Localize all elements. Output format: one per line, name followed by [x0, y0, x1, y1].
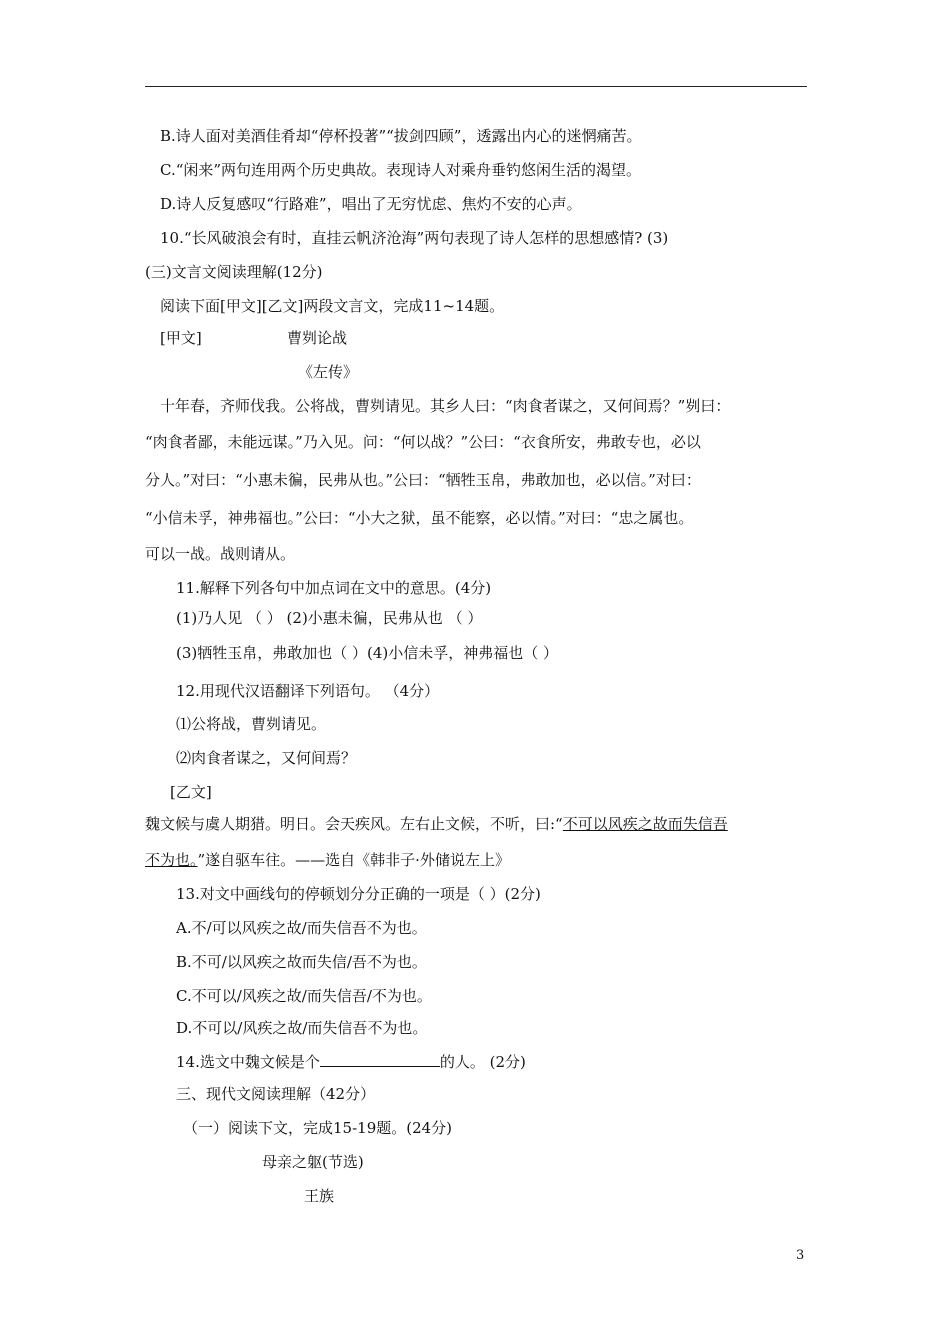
underlined-sentence-part-2: 不为也。 [145, 851, 198, 869]
question-13-option-c: C.不可以/风疾之故/而失信吾/不为也。 [176, 987, 432, 1005]
question-11: 11.解释下列各句中加点词在文中的意思。(4分) [176, 579, 492, 597]
passage-a-line-2: “肉食者鄙，未能远谋。”乃入见。问：“何以战？”公曰：“衣食所安，弗敢专也，必以 [145, 433, 701, 451]
passage-a-line-5: 可以一战。战则请从。 [145, 545, 296, 563]
text-a-label: [甲文] [160, 329, 202, 347]
underlined-sentence-part-1: 不可以风疾之故而失信吾 [562, 815, 728, 833]
text-b-label: [乙文] [170, 783, 212, 801]
reading-instruction-2: （一）阅读下文，完成15-19题。(24分) [183, 1119, 453, 1137]
question-12: 12.用现代汉语翻译下列语句。 （4分） [176, 682, 440, 700]
question-13-option-a: A.不/可以风疾之故/而失信吾不为也。 [176, 919, 427, 937]
passage-a-line-3: 分人。”对曰：“小惠未徧，民弗从也。”公曰：“牺牲玉帛，弗敢加也，必以信。”对曰： [145, 471, 701, 489]
question-14 [176, 1052, 526, 1072]
passage-a-line-4: “小信未孚，神弗福也。”公曰：“小大之狱，虽不能察，必以情。”对曰：“忠之属也。 [145, 509, 694, 527]
passage-b-source: ”遂自驱车往。——选自《韩非子·外储说左上》 [197, 851, 510, 869]
reading-instruction: 阅读下面[甲文][乙文]两段文言文，完成11~14题。 [160, 297, 505, 315]
option-c: C.“闲来”两句连用两个历史典故。表现诗人对乘舟垂钓悠闲生活的渴望。 [160, 161, 642, 179]
question-14-prefix: 14.选文中魏文候是个 [176, 1053, 320, 1071]
passage-b-text: 魏文候与虞人期猎。明日。会天疾风。左右止文候，不听，曰:“ [145, 815, 563, 833]
option-d: D.诗人反复感叹“行路难”，唱出了无穷忧虑、焦灼不安的心声。 [160, 195, 582, 213]
question-11-items-1-2: (1)乃人见 （ ） (2)小惠未徧，民弗从也 （ ） [176, 609, 483, 627]
article-title: 母亲之躯(节选) [262, 1153, 364, 1171]
question-12-item-1: ⑴公将战，曹刿请见。 [176, 715, 327, 733]
text-a-title: 曹刿论战 [287, 329, 348, 347]
article-author: 王族 [304, 1187, 335, 1205]
question-13-option-d: D.不可以/风疾之故/而失信吾不为也。 [176, 1019, 428, 1037]
passage-a-line-1: 十年春，齐师伐我。公将战，曹刿请见。其乡人曰：“肉食者谋之，又何间焉？”刿曰： [160, 397, 731, 415]
answer-blank[interactable] [320, 1052, 440, 1067]
passage-b-line-1 [145, 814, 728, 834]
option-b: B.诗人面对美酒佳肴却“停杯投著”“拔剑四顾”，透露出内心的迷惘痛苦。 [160, 127, 642, 145]
question-12-item-2: ⑵肉食者谋之，又何间焉？ [176, 749, 357, 767]
header-rule [145, 86, 807, 87]
question-11-items-3-4: (3)牺牲玉帛，弗敢加也（ ）(4)小信未孚，神弗福也（ ） [176, 644, 559, 662]
question-14-suffix: 的人。 (2分) [439, 1053, 526, 1071]
section-modern-heading: 三、现代文阅读理解（42分） [176, 1085, 376, 1103]
question-10: 10.“长风破浪会有时，直挂云帆济沧海”两句表现了诗人怎样的思想感情? (3) [160, 229, 669, 247]
page-number: 3 [796, 1248, 805, 1263]
section-classical-heading: (三)文言文阅读理解(12分) [145, 263, 323, 281]
question-13-option-b: B.不可/以风疾之故而失信/吾不为也。 [176, 953, 427, 971]
passage-b-line-2 [145, 850, 510, 870]
text-a-source: 《左传》 [298, 363, 359, 381]
question-13: 13.对文中画线句的停顿划分分正确的一项是（ ）(2分) [176, 885, 541, 903]
